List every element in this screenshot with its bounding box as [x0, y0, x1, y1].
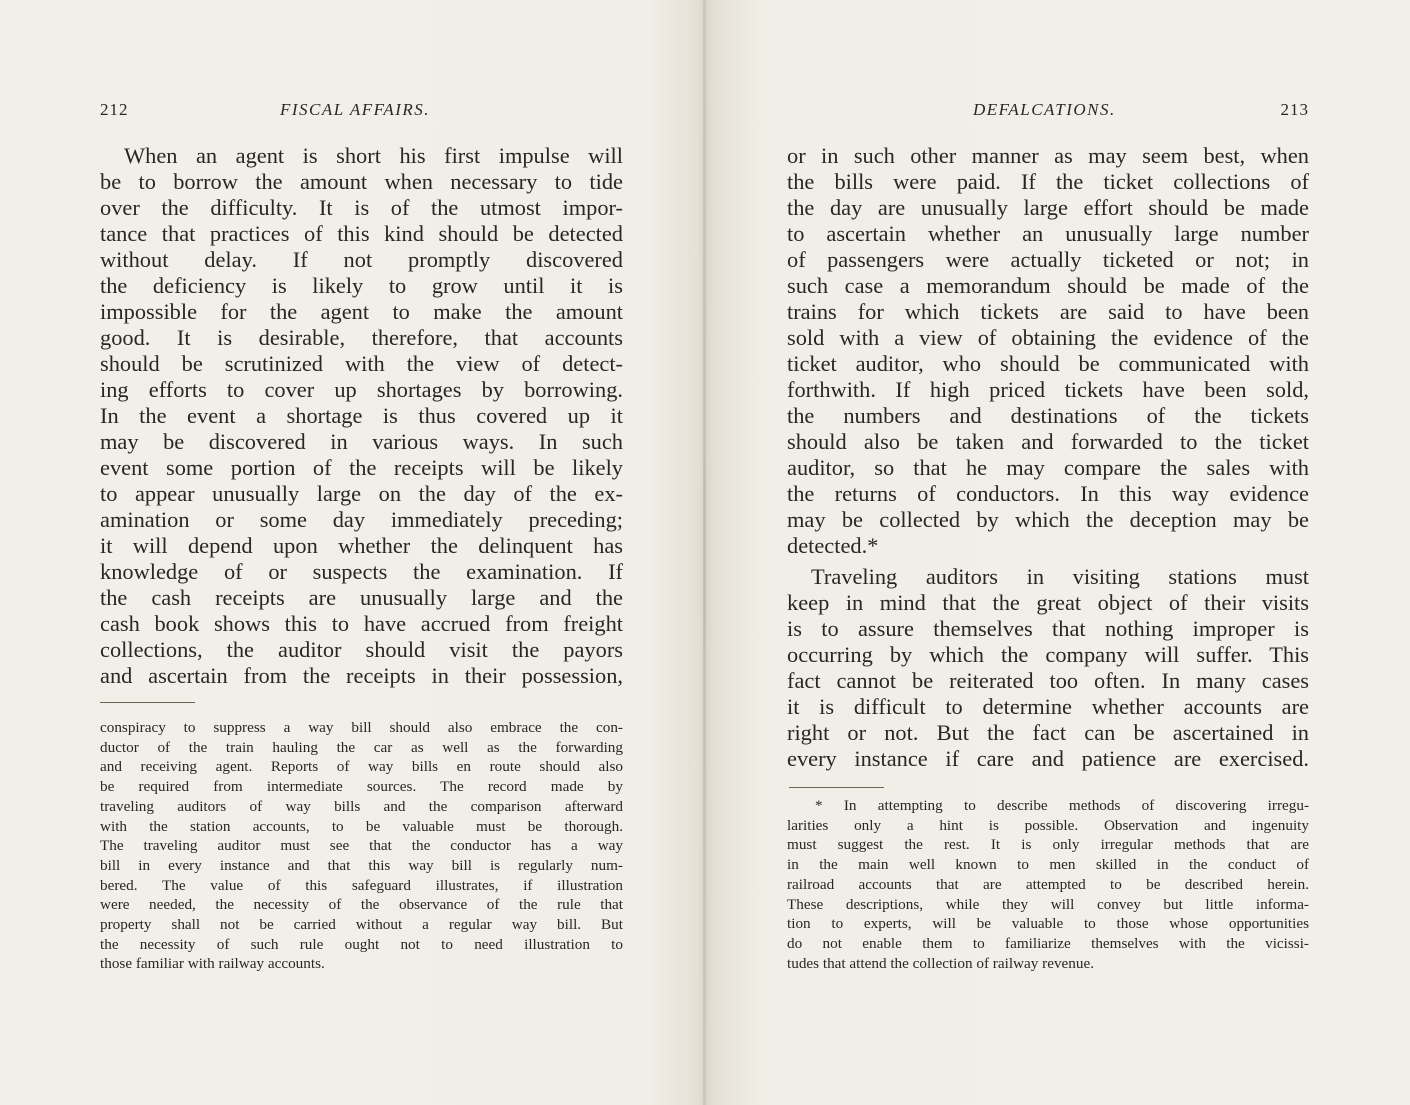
body-line: ticket auditor, who should be communicated with [787, 351, 1309, 376]
footnote-line: conspiracy to suppress a way bill should also embrace the con- [100, 719, 623, 736]
body-line: the bills were paid. If the ticket collections of [787, 169, 1309, 194]
left-page [100, 0, 623, 1105]
footnote-line: be required from intermediate sources. The record made by [100, 778, 623, 796]
body-line: it is difficult to determine whether accounts are [787, 694, 1309, 719]
body-line: the cash receipts are unusually large and the [100, 585, 623, 610]
body-line: every instance if care and patience are exercised. [787, 746, 1309, 771]
footnote-line: * In attempting to describe methods of discovering irregu- [815, 797, 1309, 814]
body-line: cash book shows this to have accrued from freight [100, 611, 623, 636]
body-line: tance that practices of this kind should be detected [100, 221, 623, 246]
footnote-line: and receiving agent. Reports of way bills en route should also [100, 758, 623, 776]
right-footnote [787, 796, 1309, 973]
body-line: In the event a shortage is thus covered up it [100, 403, 623, 428]
body-line: occurring by which the company will suffer. This [787, 642, 1309, 667]
body-line: the returns of conductors. In this way evidence [787, 481, 1309, 506]
body-line: without delay. If not promptly discovered [100, 247, 623, 272]
footnote-line: must suggest the rest. It is only irregular methods that are [787, 836, 1309, 854]
body-line: right or not. But the fact can be ascertained in [787, 720, 1309, 745]
footnote-line: in the main well known to men skilled in the conduct of [787, 856, 1309, 874]
body-line: amination or some day immediately preceding; [100, 507, 623, 532]
body-line: forthwith. If high priced tickets have been sold, [787, 377, 1309, 402]
footnote-line: do not enable them to familiarize themselves with the vicissi- [787, 934, 1309, 952]
footnote-line: These descriptions, while they will convey but little informa- [787, 895, 1309, 913]
footnote-line: traveling auditors of way bills and the comparison afterward [100, 797, 623, 815]
footnote-line: ductor of the train hauling the car as well as the forwarding [100, 738, 623, 756]
body-line: should also be taken and forwarded to the ticket [787, 429, 1309, 454]
body-line: may be discovered in various ways. In such [100, 429, 623, 454]
right-running-title: DEFALCATIONS. [973, 100, 1116, 119]
left-running-head [100, 100, 623, 124]
body-line: the day are unusually large effort should be made [787, 195, 1309, 220]
footnote-line: property shall not be carried without a regular way bill. But [100, 916, 623, 934]
footnote-line: The traveling auditor must see that the conductor has a way [100, 837, 623, 855]
body-line: collections, the auditor should visit the payors [100, 637, 623, 662]
body-line: knowledge of or suspects the examination. If [100, 559, 623, 584]
body-line: sold with a view of obtaining the evidence of the [787, 325, 1309, 350]
footnote-line: bill in every instance and that this way bill is regularly num- [100, 856, 623, 874]
left-body-text [100, 143, 623, 689]
body-line: of passengers were actually ticketed or not; in [787, 247, 1309, 272]
footnote-line: were needed, the necessity of the observance of the rule that [100, 896, 623, 914]
right-body-text [787, 143, 1309, 559]
book-gutter [703, 0, 706, 1105]
footnote-rule [100, 702, 195, 703]
body-line: keep in mind that the great object of their visits [787, 590, 1309, 615]
body-line: it will depend upon whether the delinquent has [100, 533, 623, 558]
right-page-number: 213 [1280, 100, 1309, 119]
footnote-line: railroad accounts that are attempted to be described herein. [787, 875, 1309, 893]
right-page [787, 0, 1309, 1105]
footnote-line: those familiar with railway accounts. [100, 955, 325, 973]
footnote-line: tudes that attend the collection of railway revenue. [787, 954, 1095, 972]
body-line: and ascertain from the receipts in their possession, [100, 663, 623, 688]
body-line: event some portion of the receipts will be likely [100, 455, 623, 480]
footnote-rule [789, 787, 884, 788]
body-line: detected.* [787, 533, 879, 558]
body-line: auditor, so that he may compare the sales with [787, 455, 1309, 480]
footnote-line: tion to experts, will be valuable to those whose opportunities [787, 915, 1309, 933]
left-page-number: 212 [100, 100, 129, 119]
footnote-line: the necessity of such rule ought not to need illustration to [100, 935, 623, 953]
body-line: trains for which tickets are said to have been [787, 299, 1309, 324]
body-line: such case a memorandum should be made of the [787, 273, 1309, 298]
left-footnote [100, 718, 623, 974]
body-line: is to assure themselves that nothing improper is [787, 616, 1309, 641]
body-line: good. It is desirable, therefore, that accounts [100, 325, 623, 350]
body-line: may be collected by which the deception may be [787, 507, 1309, 532]
right-running-head [787, 100, 1309, 124]
body-line: fact cannot be reiterated too often. In many cases [787, 668, 1309, 693]
body-line: Traveling auditors in visiting stations must [811, 564, 1309, 589]
footnote-line: larities only a hint is possible. Observation and ingenuity [787, 816, 1309, 834]
body-line: the deficiency is likely to grow until it is [100, 273, 623, 298]
right-paragraph-2 [787, 564, 1309, 772]
body-line: to ascertain whether an unusually large number [787, 221, 1309, 246]
left-running-title: FISCAL AFFAIRS. [280, 100, 430, 119]
body-line: over the difficulty. It is of the utmost impor- [100, 195, 623, 220]
body-line: the numbers and destinations of the tickets [787, 403, 1309, 428]
body-line: When an agent is short his first impulse will [124, 143, 623, 168]
footnote-line: bered. The value of this safeguard illustrates, if illustration [100, 876, 623, 894]
body-line: be to borrow the amount when necessary to tide [100, 169, 623, 194]
body-line: to appear unusually large on the day of the ex- [100, 481, 623, 506]
body-line: or in such other manner as may seem best, when [787, 143, 1309, 168]
body-line: should be scrutinized with the view of detect- [100, 351, 623, 376]
footnote-line: with the station accounts, to be valuable must be thorough. [100, 817, 623, 835]
body-line: impossible for the agent to make the amount [100, 299, 623, 324]
body-line: ing efforts to cover up shortages by borrowing. [100, 377, 623, 402]
